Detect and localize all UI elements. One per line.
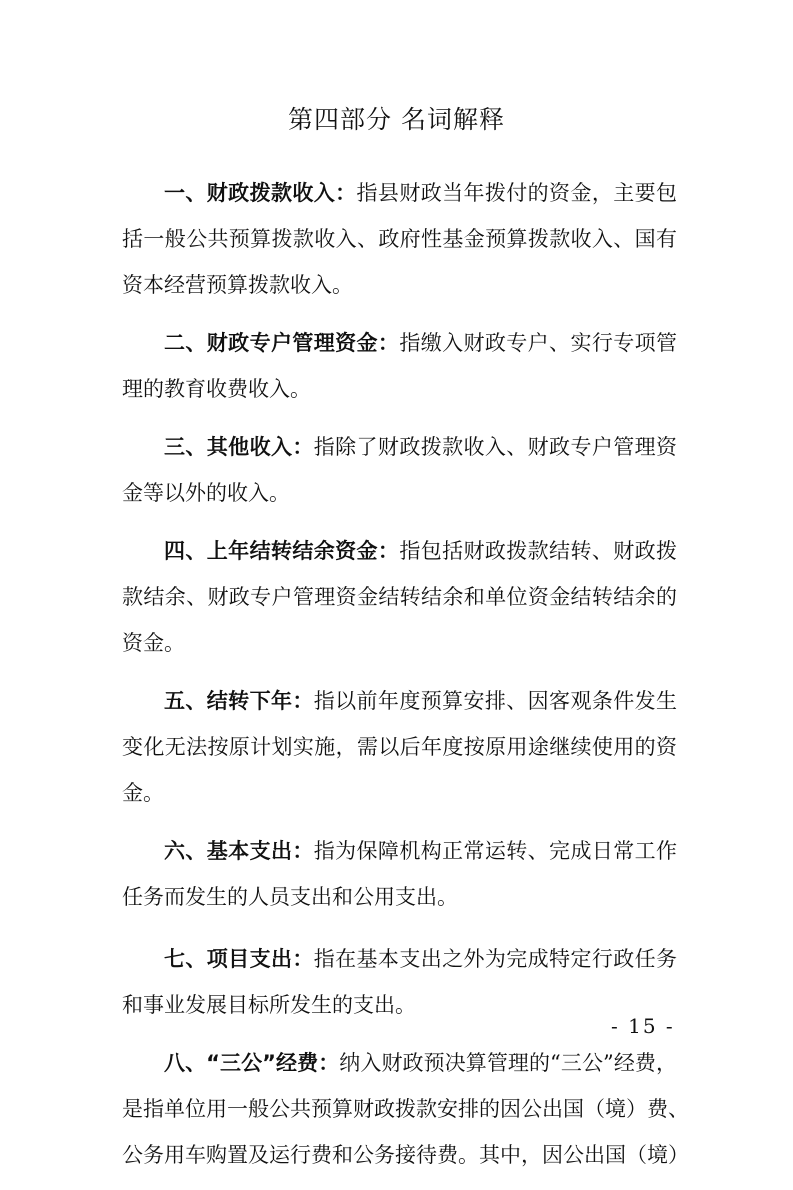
entry-text: 指缴入财政专户、实行专项管 — [399, 331, 678, 355]
entry-line: 金等以外的收入。 — [122, 481, 290, 505]
entry-term: 一、财政拨款收入： — [164, 181, 357, 205]
entry-first-line — [122, 1040, 677, 1086]
entry-text: 指包括财政拨款结转、财政拨 — [399, 539, 678, 563]
entry-line: 资金。 — [122, 631, 185, 655]
entry-term: 六、基本支出： — [164, 839, 314, 863]
entry-first-line — [122, 678, 677, 724]
entry-first-line — [122, 424, 677, 470]
entry-text: 指在基本支出之外为完成特定行政任务 — [313, 947, 678, 971]
glossary-entry-1 — [122, 170, 677, 308]
entry-line: 金。 — [122, 781, 164, 805]
entry-line: 是指单位用一般公共预算财政拨款安排的因公出国（境）费、 — [122, 1097, 689, 1121]
entry-term: 七、项目支出： — [164, 947, 314, 971]
entry-text: 指除了财政拨款收入、财政专户管理资 — [313, 435, 678, 459]
entry-first-line — [122, 528, 677, 574]
entry-term: 八、“三公”经费： — [164, 1051, 340, 1075]
entry-line: 理的教育收费收入。 — [122, 377, 311, 401]
glossary-entry-4 — [122, 528, 677, 666]
entry-first-line — [122, 170, 677, 216]
entry-first-line — [122, 828, 677, 874]
entry-text: 指县财政当年拨付的资金，主要包 — [356, 181, 678, 205]
entry-line: 资本经营预算拨款收入。 — [122, 273, 353, 297]
entry-text: 指以前年度预算安排、因客观条件发生 — [313, 689, 678, 713]
page-title: 第四部分 名词解释 — [288, 105, 505, 134]
entry-line: 公务用车购置及运行费和公务接待费。其中，因公出国（境） — [122, 1143, 689, 1167]
page-number: - 15 - — [611, 1014, 675, 1038]
entry-first-line — [122, 320, 677, 366]
entry-line: 和事业发展目标所发生的支出。 — [122, 993, 416, 1017]
entry-term: 五、结转下年： — [164, 689, 314, 713]
entry-line: 任务而发生的人员支出和公用支出。 — [122, 885, 458, 909]
entry-text: 纳入财政预决算管理的“三公”经费， — [339, 1051, 677, 1075]
glossary-entry-3 — [122, 424, 677, 516]
entry-line: 变化无法按原计划实施，需以后年度按原用途继续使用的资 — [122, 735, 677, 759]
entry-line: 括一般公共预算拨款收入、政府性基金预算拨款收入、国有 — [122, 227, 677, 251]
glossary-body — [122, 170, 689, 1190]
entry-text: 指为保障机构正常运转、完成日常工作 — [313, 839, 678, 863]
entry-line: 款结余、财政专户管理资金结转结余和单位资金结转结余的 — [122, 585, 677, 609]
glossary-entry-8 — [122, 1040, 689, 1178]
glossary-entry-7 — [122, 936, 677, 1028]
entry-first-line — [122, 936, 677, 982]
glossary-entry-6 — [122, 828, 677, 920]
entry-term: 四、上年结转结余资金： — [164, 539, 400, 563]
glossary-entry-5 — [122, 678, 677, 816]
entry-term: 二、财政专户管理资金： — [164, 331, 400, 355]
entry-term: 三、其他收入： — [164, 435, 314, 459]
glossary-entry-2 — [122, 320, 677, 412]
